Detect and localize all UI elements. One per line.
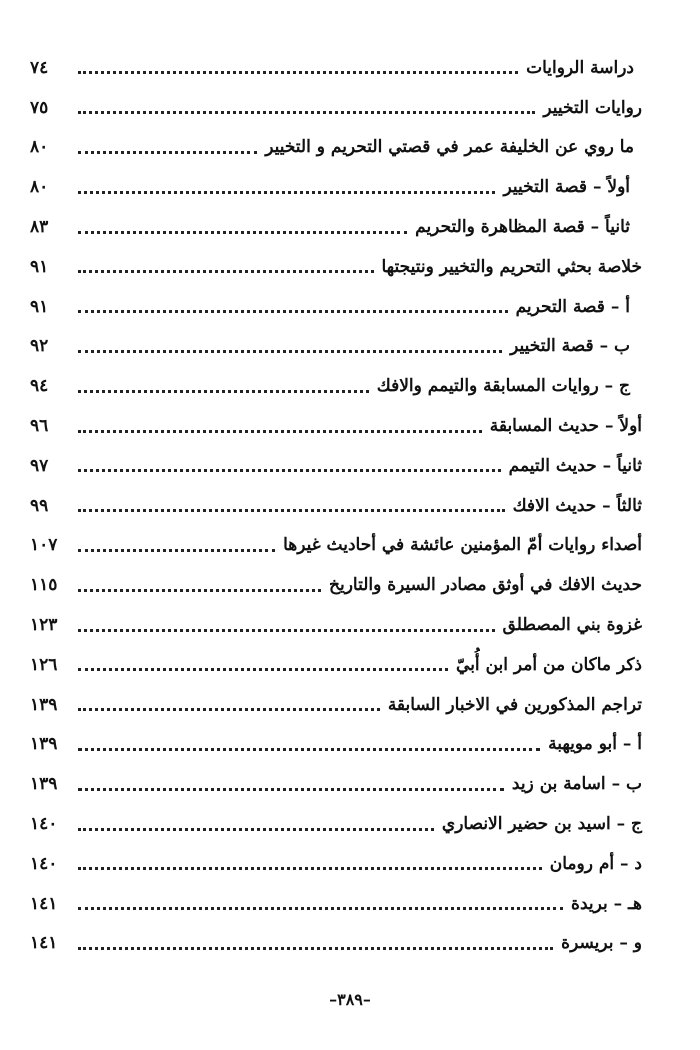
toc-leader-dots <box>78 151 257 154</box>
table-of-contents <box>30 48 642 963</box>
toc-row <box>30 725 642 765</box>
toc-leader-dots <box>78 509 505 512</box>
toc-entry-title: غزوة بني المصطلق <box>502 615 642 636</box>
toc-leader-dots <box>78 748 540 751</box>
toc-page-number: ١٢٣ <box>30 615 58 636</box>
toc-entry-title: ثانياً – حديث التيمم <box>508 455 642 476</box>
toc-row <box>30 526 642 566</box>
toc-leader-dots <box>78 589 321 592</box>
toc-page-number: ٧٥ <box>30 97 49 118</box>
toc-row <box>30 446 642 486</box>
toc-row <box>30 207 642 247</box>
toc-page-number: ١٤١ <box>30 893 58 914</box>
toc-row <box>30 844 642 884</box>
toc-leader-dots <box>78 629 495 632</box>
toc-leader-dots <box>78 469 501 472</box>
toc-row <box>30 247 642 287</box>
toc-row <box>30 128 642 168</box>
toc-row <box>30 884 642 924</box>
toc-entry-title: تراجم المذكورين في الاخبار السابقة <box>387 694 642 715</box>
toc-page-number: ٨٠ <box>30 177 49 198</box>
toc-row <box>30 88 642 128</box>
toc-page-number: ٩٦ <box>30 416 49 437</box>
toc-entry-title: هـ – بريدة <box>571 893 642 914</box>
toc-entry-title: حديث الافك في أوثق مصادر السيرة والتاريخ <box>328 575 642 596</box>
toc-leader-dots <box>78 907 563 910</box>
toc-page-number: ٩٤ <box>30 376 49 397</box>
toc-entry-title: أ – قصة التحريم <box>515 296 630 317</box>
toc-page-number: ٨٠ <box>30 137 49 158</box>
toc-page-number: ١٤١ <box>30 933 58 954</box>
toc-page-number: ١١٥ <box>30 575 58 596</box>
toc-row <box>30 565 642 605</box>
toc-row <box>30 48 642 88</box>
toc-entry-title: و – بريسرة <box>561 933 642 954</box>
toc-row <box>30 327 642 367</box>
toc-leader-dots <box>78 668 448 671</box>
toc-row <box>30 804 642 844</box>
toc-entry-title: روايات التخيير <box>543 97 642 118</box>
toc-entry-title: ب – اسامة بن زيد <box>511 774 642 795</box>
toc-page-number: ٩١ <box>30 256 49 277</box>
toc-row <box>30 167 642 207</box>
toc-entry-title: ثانياً – قصة المظاهرة والتحريم <box>415 217 630 238</box>
toc-page-number: ٩٧ <box>30 455 49 476</box>
toc-entry-title: ثالثاً – حديث الافك <box>512 495 642 516</box>
toc-page-number: ١٤٠ <box>30 814 58 835</box>
toc-leader-dots <box>78 708 380 711</box>
toc-page-number: ١٤٠ <box>30 853 58 874</box>
toc-page-number: ٨٣ <box>30 217 49 238</box>
toc-leader-dots <box>78 191 495 194</box>
toc-leader-dots <box>78 270 374 273</box>
toc-leader-dots <box>78 231 407 234</box>
toc-leader-dots <box>78 430 482 433</box>
toc-entry-title: ما روي عن الخليفة عمر في قصتي التحريم و التخيير <box>265 137 634 158</box>
toc-row <box>30 645 642 685</box>
toc-row <box>30 685 642 725</box>
toc-page-number: ٩١ <box>30 296 49 317</box>
toc-entry-title: دراسة الروايات <box>526 57 634 78</box>
toc-row <box>30 406 642 446</box>
toc-leader-dots <box>78 828 434 831</box>
toc-row <box>30 287 642 327</box>
toc-page-number: ١٣٩ <box>30 774 58 795</box>
toc-leader-dots <box>78 867 542 870</box>
toc-leader-dots <box>78 788 504 791</box>
toc-row <box>30 605 642 645</box>
page-number-footer: –٣٨٩– <box>329 990 371 1009</box>
toc-entry-title: أولاً – حديث المسابقة <box>489 416 642 437</box>
toc-leader-dots <box>78 350 502 353</box>
toc-entry-title: ب – قصة التخيير <box>510 336 630 357</box>
toc-leader-dots <box>78 310 508 313</box>
toc-leader-dots <box>78 111 535 114</box>
toc-page-number: ١٣٩ <box>30 734 58 755</box>
toc-entry-title: أولاً – قصة التخيير <box>503 177 630 198</box>
toc-entry-title: ذكر ماكان من أمر ابن أُبيّ <box>456 654 642 675</box>
toc-page-number: ٩٢ <box>30 336 49 357</box>
toc-page-number: ١٠٧ <box>30 535 58 556</box>
toc-entry-title: ج – روايات المسابقة والتيمم والافك <box>376 376 630 397</box>
toc-entry-title: أصداء روايات أمّ المؤمنين عائشة في أحاديث غيرها <box>283 535 642 556</box>
toc-leader-dots <box>78 71 518 74</box>
toc-row <box>30 486 642 526</box>
toc-entry-title: خلاصة بحثي التحريم والتخيير ونتيجتها <box>381 256 642 277</box>
toc-leader-dots <box>78 390 369 393</box>
toc-entry-title: د – أم رومان <box>549 853 642 874</box>
toc-row <box>30 366 642 406</box>
toc-entry-title: ج – اسيد بن حضير الانصاري <box>441 814 642 835</box>
toc-leader-dots <box>78 947 553 950</box>
toc-row <box>30 764 642 804</box>
toc-page-number: ١٢٦ <box>30 654 58 675</box>
toc-page-number: ١٣٩ <box>30 694 58 715</box>
toc-leader-dots <box>78 549 275 552</box>
toc-entry-title: أ – أبو مويهبة <box>548 734 642 755</box>
toc-page-number: ٩٩ <box>30 495 49 516</box>
toc-row <box>30 924 642 964</box>
toc-page-number: ٧٤ <box>30 57 49 78</box>
